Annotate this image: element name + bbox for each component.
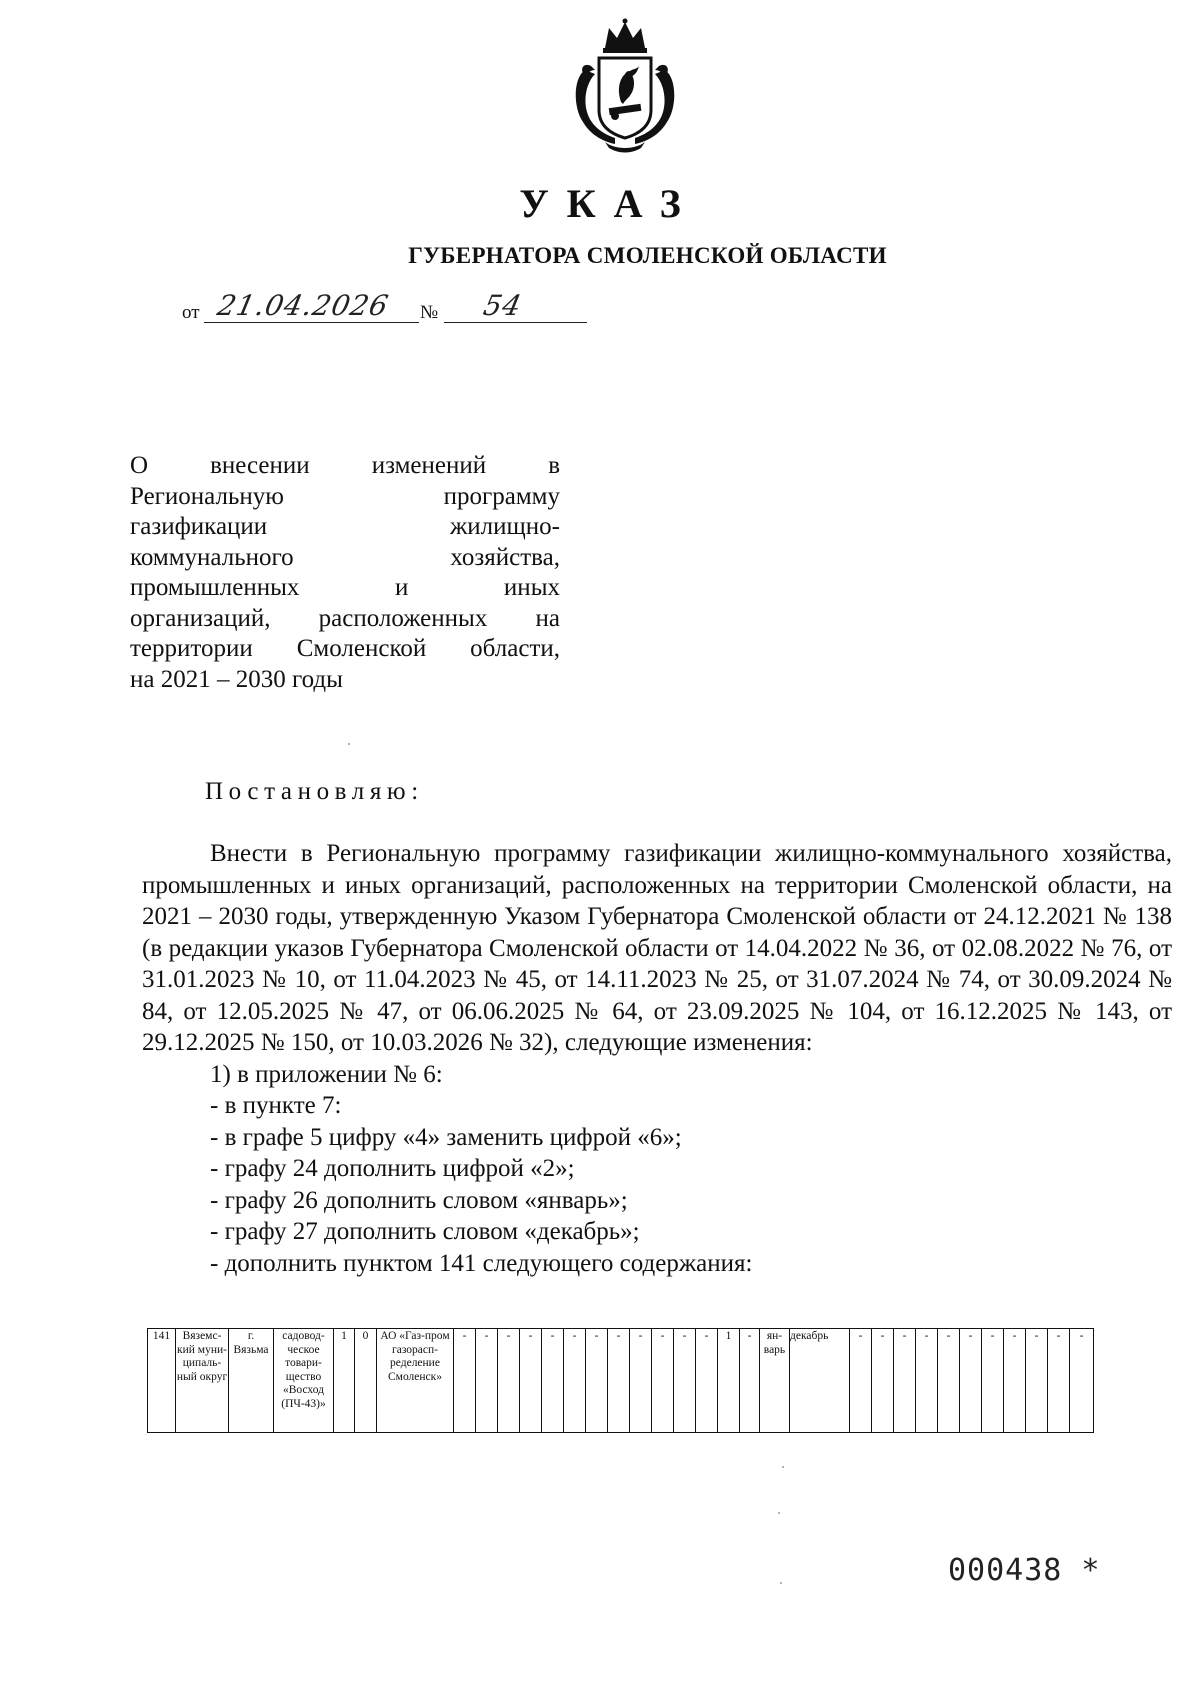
table-cell: - [674, 1329, 696, 1433]
table-cell: - [938, 1329, 960, 1433]
body-item: - графу 26 дополнить словом «январь»; [210, 1186, 628, 1214]
table-cell: - [916, 1329, 938, 1433]
table-cell: - [542, 1329, 564, 1433]
table-cell: - [608, 1329, 630, 1433]
table-row [148, 1329, 1094, 1433]
body-text [142, 838, 1172, 1279]
table-cell: - [982, 1329, 1004, 1433]
body-item: - графу 24 дополнить цифрой «2»; [210, 1155, 575, 1182]
document-title: УКАЗ [519, 181, 699, 226]
scan-speck [780, 1582, 782, 1584]
number-field [444, 289, 587, 323]
table-cell: 1 [334, 1329, 355, 1433]
document-subtitle: ГУБЕРНАТОРА СМОЛЕНСКОЙ ОБЛАСТИ [408, 243, 887, 268]
table-cell: - [960, 1329, 982, 1433]
date-prefix: от [182, 302, 200, 323]
number-prefix: № [420, 302, 439, 323]
table-cell: - [454, 1329, 476, 1433]
date-number-line [182, 289, 622, 332]
table-cell: - [564, 1329, 586, 1433]
body-item: - графу 27 дополнить словом «декабрь»; [210, 1218, 640, 1245]
subject-line: коммунального хозяйства, [130, 543, 560, 571]
table-cell: - [630, 1329, 652, 1433]
subject-line: О внесении изменений в [130, 452, 560, 479]
table-cell: - [850, 1329, 872, 1433]
date-value: 21.04.2026 [214, 289, 392, 322]
table-cell: - [476, 1329, 498, 1433]
table-cell: Вяземс-кий муни-ципаль-ный округ [176, 1329, 229, 1433]
subject-line: газификации жилищно- [130, 513, 560, 540]
number-value: 54 [480, 289, 526, 322]
body-item: - в графе 5 цифру «4» заменить цифрой «6»; [210, 1123, 682, 1151]
document-code: 000438 * [948, 1553, 1101, 1588]
table-cell: - [696, 1329, 718, 1433]
table-cell: декабрь [790, 1329, 850, 1433]
amendment-table [147, 1328, 1094, 1433]
table-cell: - [894, 1329, 916, 1433]
body-item: 1) в приложении № 6: [210, 1060, 443, 1088]
table-cell: - [1070, 1329, 1094, 1433]
table-cell: 141 [148, 1329, 176, 1433]
table-cell: 0 [355, 1329, 377, 1433]
coat-of-arms-emblem [565, 18, 685, 156]
table-cell: г. Вязьма [229, 1329, 274, 1433]
table-cell: - [1048, 1329, 1070, 1433]
table-cell: - [1026, 1329, 1048, 1433]
table-cell: ян-варь [760, 1329, 790, 1433]
date-field [204, 289, 419, 323]
subject-line: организаций, расположенных на [130, 604, 560, 632]
decree-word: Постановляю: [205, 778, 424, 805]
body-item: - дополнить пунктом 141 следующего содержания: [210, 1249, 753, 1277]
table-cell: - [872, 1329, 894, 1433]
scan-speck [782, 1466, 784, 1468]
table-cell: АО «Газ-пром газорасп-ределение Смоленск» [377, 1329, 454, 1433]
scan-speck [778, 1512, 780, 1514]
subject-line: Региональную программу [130, 482, 560, 510]
table-cell: - [586, 1329, 608, 1433]
subject-block [130, 451, 560, 695]
table-cell: - [652, 1329, 674, 1433]
table-cell: 1 [718, 1329, 740, 1433]
table-cell: - [520, 1329, 542, 1433]
subject-line: территории Смоленской области, [130, 635, 560, 662]
body-item: - в пункте 7: [210, 1092, 342, 1119]
scan-speck [348, 743, 350, 745]
table-cell: - [740, 1329, 760, 1433]
body-paragraph: Внести в Региональную программу газификации жилищно-коммунального хозяйства, промышленных и иных организаций, расположенных на территории Смоленской области, на 2021 – 2030 годы, утвержденную Указом Губернатора Смоленской области от 24.12.2021 № 138 (в редакции указов Губернатора Смоленской области от 14.04.2022 № 36, от 02.08.2022 № 76, от 31.01.2023 № 10, от 11.04.2023 № 45, от 14.11.2023 № 25, от 31.07.2024 № 74, от 30.09.2024 № 84, от 12.05.2025 № 47, от 06.06.2025 № 64, от 23.09.2025 № 104, от 16.12.2025 № 143, от 29.12.2025 № 150, от 10.03.2026 № 32), следующие изменения: [142, 840, 1172, 1056]
table-cell: - [1004, 1329, 1026, 1433]
table-cell: садовод-ческое товари-щество «Восход (ПЧ-43)» [274, 1329, 334, 1433]
subject-line: на 2021 – 2030 годы [130, 665, 343, 693]
table-cell: - [498, 1329, 520, 1433]
subject-line: промышленных и иных [130, 574, 560, 601]
